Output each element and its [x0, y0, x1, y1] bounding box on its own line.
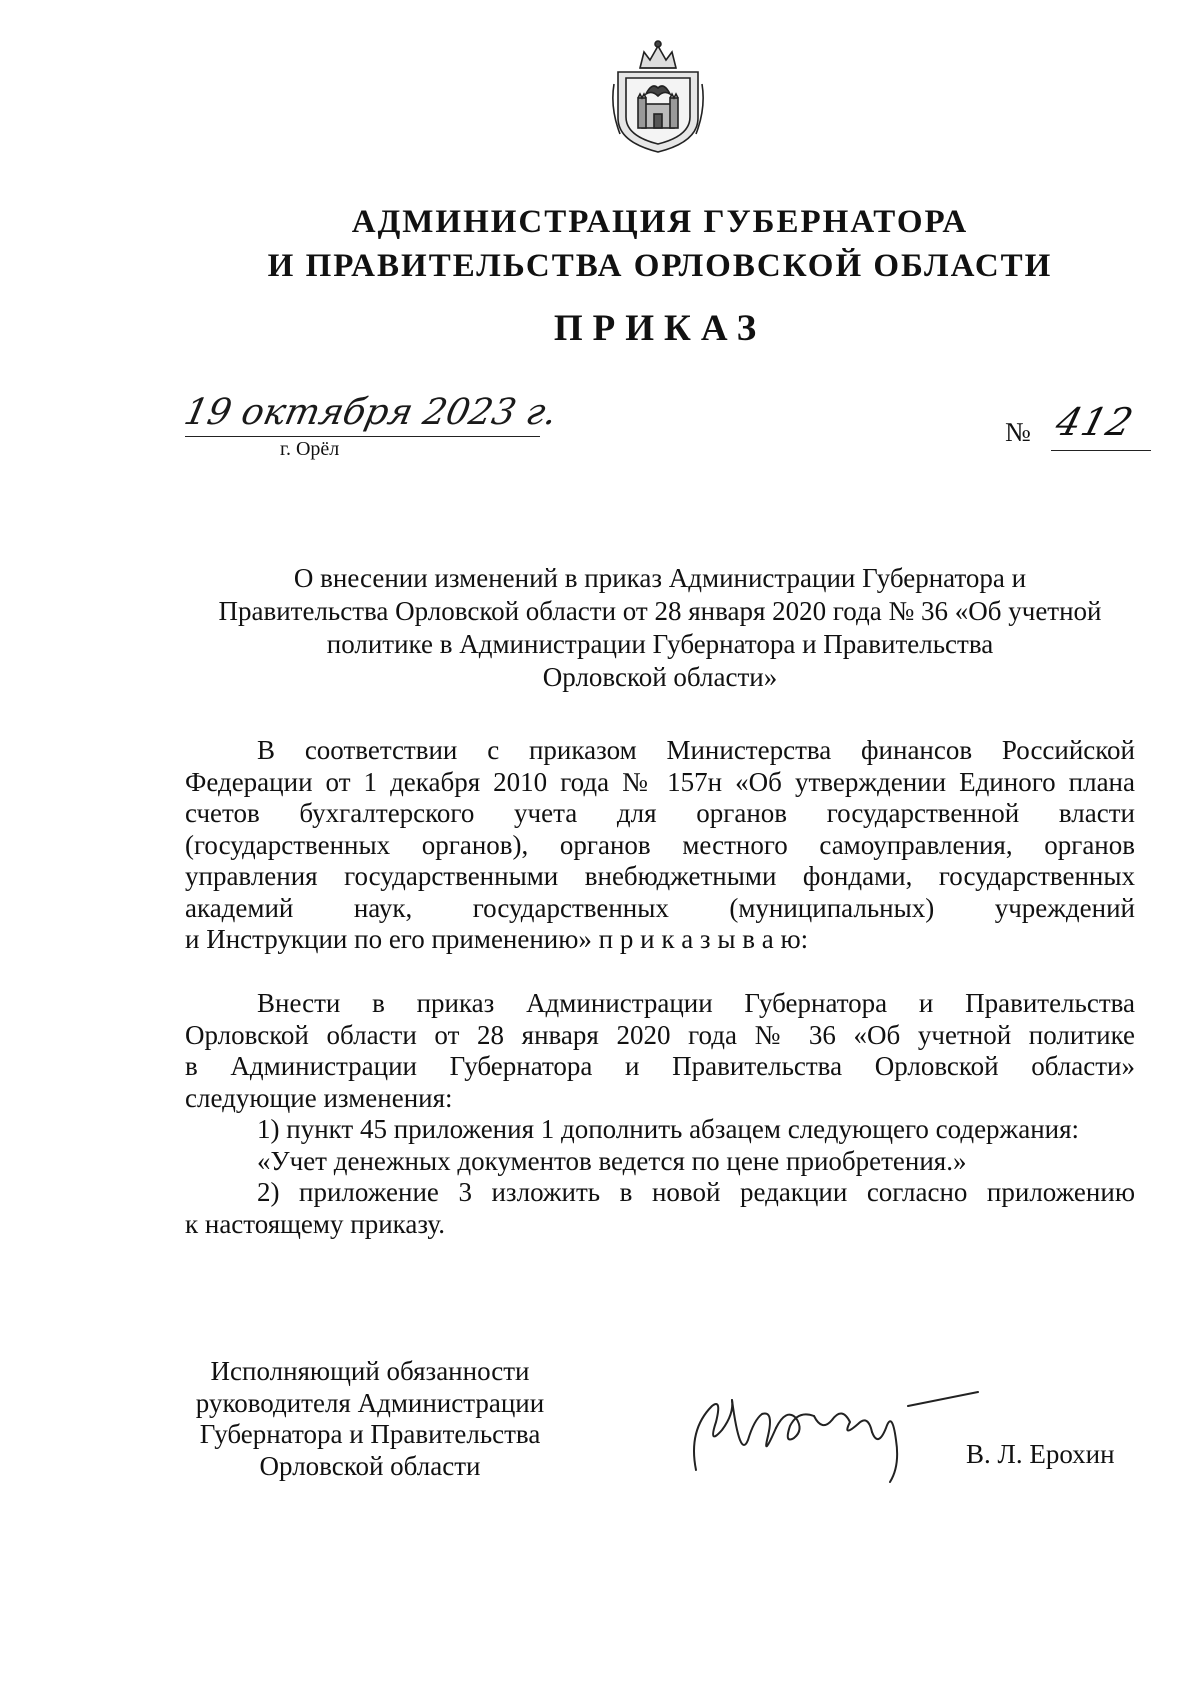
handwritten-signature: [682, 1370, 982, 1495]
signer-position-line: Исполняющий обязанности: [210, 1356, 530, 1386]
handwritten-number: 412: [1051, 400, 1139, 444]
organization-title-line-2: И ПРАВИТЕЛЬСТВА ОРЛОВСКОЙ ОБЛАСТИ: [267, 248, 1053, 284]
signer-position: [175, 1356, 565, 1482]
preamble-line: счетов бухгалтерского учета для органов государственной власти: [185, 798, 1135, 828]
signer-position-line: руководителя Администрации: [195, 1387, 545, 1418]
preamble-line: академий наук, государственных (муниципальных) учреждений: [185, 892, 1135, 923]
date-underline: [185, 436, 540, 437]
signer-position-line: Орловской области: [259, 1450, 481, 1481]
document-subject: [185, 562, 1135, 694]
order-paragraph: [185, 988, 1135, 1240]
number-sign: №: [1005, 417, 1031, 447]
organization-title: [0, 200, 1200, 288]
organization-title-line-1: АДМИНИСТРАЦИЯ ГУБЕРНАТОРА: [351, 204, 969, 240]
signer-name: В. Л. Ерохин: [966, 1439, 1115, 1469]
subject-line: Орловской области»: [542, 662, 778, 692]
order-item-1: 1) пункт 45 приложения 1 дополнить абзацем следующего содержания:: [257, 1114, 1080, 1144]
order-line: Внести в приказ Администрации Губернатора и Правительства: [257, 988, 1135, 1018]
document-type: ПРИКАЗ: [553, 308, 767, 349]
number-block: [1005, 400, 1175, 460]
handwritten-date: 19 октября 2023 г.: [180, 392, 561, 433]
date-block: [180, 392, 561, 472]
preamble-line: и Инструкции по его применению» п р и к а з ы в а ю:: [185, 924, 809, 954]
order-item-2-line-1: 2) приложение 3 изложить в новой редакции согласно приложению: [257, 1177, 1135, 1207]
city-label: г. Орёл: [280, 438, 340, 460]
subject-line: О внесении изменений в приказ Администрации Губернатора и: [293, 563, 1027, 593]
number-underline: [1051, 450, 1151, 451]
order-item-1-quote: «Учет денежных документов ведется по цене приобретения.»: [257, 1145, 967, 1176]
preamble-line: Федерации от 1 декабря 2010 года № 157н «Об утверждении Единого плана: [185, 766, 1135, 797]
coat-of-arms-icon: [610, 38, 706, 154]
order-line: в Администрации Губернатора и Правительства Орловской области»: [185, 1051, 1135, 1081]
preamble-line: (государственных органов), органов местного самоуправления, органов: [185, 829, 1135, 860]
preamble-line: В соответствии с приказом Министерства финансов Российской: [257, 735, 1135, 765]
signer-position-line: Губернатора и Правительства: [199, 1419, 541, 1449]
order-line: Орловской области от 28 января 2020 года № 36 «Об учетной политике: [185, 1019, 1135, 1050]
subject-line: Правительства Орловской области от 28 января 2020 года № 36 «Об учетной: [218, 596, 1102, 626]
preamble-paragraph: [185, 735, 1135, 956]
order-item-2-line-2: к настоящему приказу.: [185, 1208, 445, 1239]
subject-line: политике в Администрации Губернатора и Правительства: [326, 629, 994, 659]
preamble-line: управления государственными внебюджетными фондами, государственных: [185, 861, 1135, 891]
order-line: следующие изменения:: [185, 1082, 453, 1113]
